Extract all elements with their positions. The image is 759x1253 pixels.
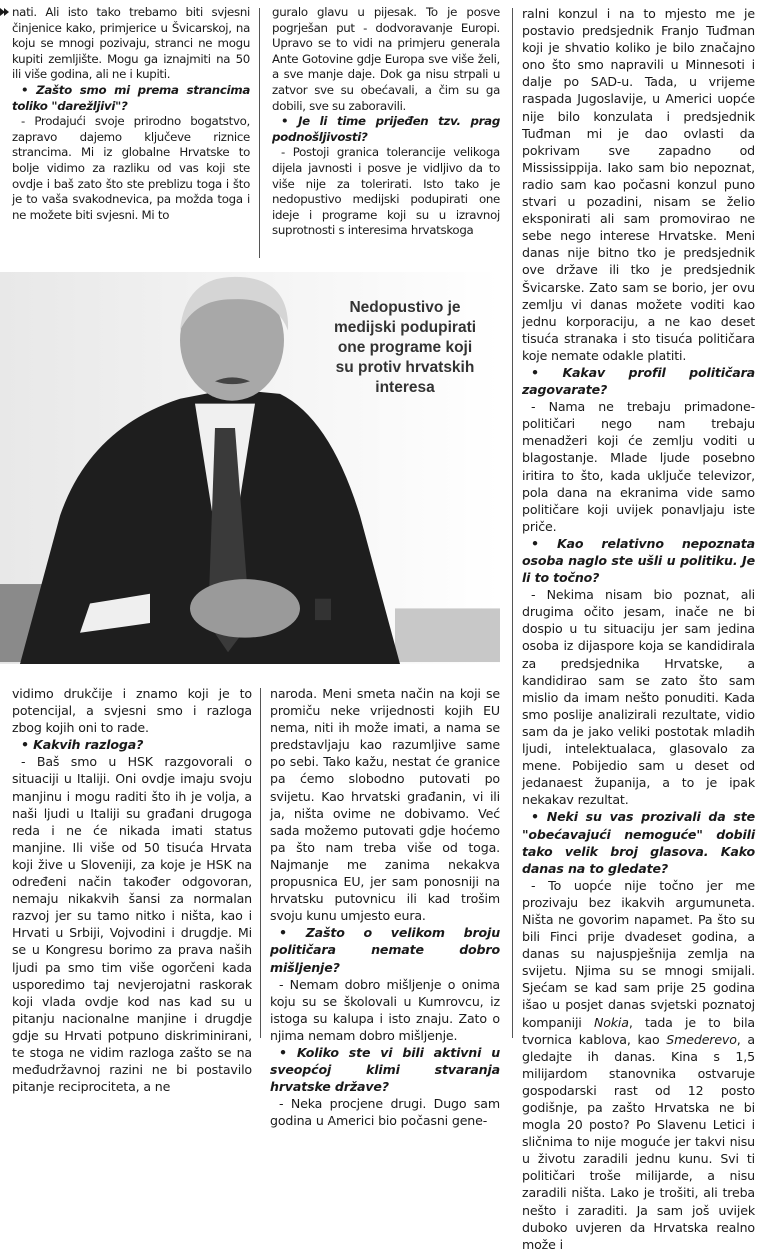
company-name: Nokia <box>593 1014 629 1030</box>
company-name: Smederevo <box>666 1031 737 1047</box>
interview-answer: - Postoji granica tolerancije velikoga dijela javnosti i posve je vidljivo da to više nije za tolerirati. Isto tako je nedopustivo medijski podupirati one ideje i programe koji su u izravnoj suprotnosti s interesima hrvatskoga <box>272 145 500 238</box>
paragraph: naroda. Meni smeta način na koji se promiču neke vrijednosti kojih EU nema, niti ih može imati, a nama se predstavljaju kao razumljive same po sebi. Tako kažu, nestat će granice pa ćemo slobodno putovati po svijetu. Kao hrvatski građanin, vi ili ja, ništa ovime ne dobivamo. Već sada možemo putovati gdje hoćemo pa što nam treba više od toga. Najmanje me zanima nekakva propusnica EU, jer sam ponosniji na hrvatsku putovnicu ili kad trošim svoju kunu umjesto eura. <box>270 686 500 924</box>
interview-answer <box>522 877 755 1253</box>
pull-quote: Nedopustivo je medijski podupirati one programe koji su protiv hrvatskih interesa <box>333 299 477 396</box>
interview-question: • Zašto smo mi prema strancima toliko "darežljivi"? <box>12 83 250 114</box>
article-column-2 <box>272 5 500 239</box>
interview-question: • Je li time prijeđen tzv. prag podnošljivosti? <box>272 114 500 145</box>
answer-text: - To uopće nije točno jer me prozivaju bez ikakvih argumuneta. Ništa ne govorim napamet. Pa što su bili Finci prije dvadeset godina, a danas su najuspješnija zemlja na svijetu. Njima su se mnogi smijali. Sjećam se kad sam prije 25 godina išao u posjet danas svjetski poznatoj kompaniji <box>522 877 755 1030</box>
paragraph: nati. Ali isto tako trebamo biti svjesni činjenice kako, primjerice u Švicarskoj, na koju se mnogi pozivaju, stranci ne mogu kupiti zemljište. Mogu ga iznajmiti na 50 ili više godina, ali ne i kupiti. <box>12 5 250 82</box>
paragraph: ralni konzul i na to mjesto me je postavio predsjednik Franjo Tuđman koji je shvatio koliko je bilo značajno ono što smo napravili u Minnesoti i dalje po SAD-u. Tada, u vrijeme raspada Jugoslavije, u Americi uopće nije bilo konzulata i predsjednik Tuđman mi je dao ovlasti da pokrivam sve zapadno od Mississippija. Iako sam bio nepoznat, radio sam kao počasni konzul puno stvari u pozadini, nisam se želio eksponirati ali sam promovirao ne sebe nego interese Hrvatske. Meni danas nije bitno tko je predsjednik ove države ili tko je predsjednik Švicarske. Zato sam se borio, jer ovu zemlju vi danas možete voditi kao jednu korporaciju, a ne kao deset tisuća stranaka i sto tisuća političara koje nemate odakle platiti. <box>522 6 755 363</box>
continuation-arrow-icon <box>0 8 10 16</box>
column-rule <box>260 688 261 1038</box>
interview-answer: - Neka procjene drugi. Dugo sam godina u Americi bio počasni gene- <box>270 1096 500 1129</box>
interview-question: • Kakav profil političara zagovarate? <box>522 364 755 398</box>
interview-answer: - Nemam dobro mišljenje o onima koju su se školovali u Kumrovcu, iz istoga su kalupa i isto znaju. Zato o njima nemam dobro mišljenje. <box>270 976 500 1043</box>
article-column-3 <box>522 5 755 1253</box>
interview-answer: - Prodajući svoje prirodno bogatstvo, zapravo dajemo ključeve riznice strancima. Mi iz globalne Hrvatske to bolje vidimo za razliku od vas koji ste ovdje i baš zato što ste preblizu toga i što je to vaša svakodnevica, pa možda toga i ne možete biti svjesni. Mi to <box>12 114 250 222</box>
paragraph: vidimo drukčije i znamo koji je to potencijal, a svjesni smo i razloga zbog kojih oni to rade. <box>12 686 252 736</box>
column-rule <box>259 8 260 258</box>
interview-question: • Kao relativno nepoznata osoba naglo ste ušli u politiku. Je li to točno? <box>522 535 755 586</box>
interview-question: • Koliko ste vi bili aktivni u sveopćoj klimi stvaranja hrvatske države? <box>270 1044 500 1095</box>
paragraph: guralo glavu u pijesak. To je posve pogrješan put - dodvoravanje Europi. Upravo se to vidi na primjeru generala Ante Gotovine gdje Europa sve više želi, a sve manje daje. Dok ga nisu strpali u zatvor sve su obećavali, a čim su ga dobili, sve su zaboravili. <box>272 5 500 113</box>
article-column-1 <box>12 5 250 223</box>
interview-question: • Kakvih razloga? <box>12 736 252 753</box>
article-column-4 <box>12 685 252 1095</box>
answer-text: , tada je to bila tvornica kablova, kao <box>522 1014 756 1047</box>
interview-answer: - Nekima nisam bio poznat, ali drugima očito jesam, inače ne bi dospio u tu situaciju jer sam jedina osoba iz dijaspore koja se kandidirala za predsjednika Hrvatske, a kandidirao sam se zato što sam mislio da imam nešto ponuditi. Kada smo poslije analizirali rezultate, vidio sam da je jako veliki postotak mladih ljudi, intelektualaca, glasovalo za mene. Pobijedio sam u deset od jedanaest županija, a to je ipak nekakav rezultat. <box>522 587 755 808</box>
interview-question: • Neki su vas prozivali da ste "obećavajući nemoguće" dobili tako velik broj glasova. Kako danas na to gledate? <box>522 808 755 876</box>
interview-answer: - Baš smo u HSK razgovorali o situaciji u Italiji. Oni ovdje imaju svoju manjinu i mogu raditi što ih je volja, a naši ljudi u Italiji su građani drugoga reda i ne će nikada imati status manjine. Ili više od 50 tisuća Hrvata koji žive u Sloveniji, za koje je HSK na određeni način također odgovoran, nemaju nikakvih šansi za normalan razvoj jer su tamo nitko i ništa, kao i Hrvati u Srbiji, Vojvodini i drugdje. Mi se u Kongresu borimo za prava naših ljudi pa smo tim više ogorčeni kada usporedimo taj nevjerojatni raskorak koji vlada ovdje kod nas kad su u pitanju nacionalne manjine i drugdje gdje su Hrvati potpuno diskriminirani, te stoga ne vidim razloga zašto se na međudržavnoj razini ne bi postavilo pitanje reciprociteta, a ne <box>12 754 252 1095</box>
answer-text: , a gledajte ih danas. Kina s 1,5 milijardom stanovnika ostvaruje gospodarski rast od 12 posto godišnje, pa zašto Hrvatska ne bi mogla 20 posto? Po Slavenu Letici i sličnima to nije moguće jer takvi nisu u životu zaradili jednu kunu. Svi ti političari troše milijarde, a nisu zaradili ništa. Lako je trošiti, ali treba nešto i zaraditi. Ja sam još uvijek duboko uvjeren da Hrvatska realno može i <box>522 1031 755 1252</box>
column-rule <box>512 8 513 1038</box>
article-column-5 <box>270 685 500 1129</box>
interview-question: • Zašto o velikom broju političara nemate dobro mišljenje? <box>270 924 500 975</box>
interview-answer: - Nama ne trebaju primadone-političari nego nam trebaju menadžeri koji će zemlju voditi u blagostanje. Mlade ljude posebno iritira to što, kada uključe televizor, pola dana na ekranima vide samo političare koji uvijek ponavljaju iste priče. <box>522 399 755 534</box>
